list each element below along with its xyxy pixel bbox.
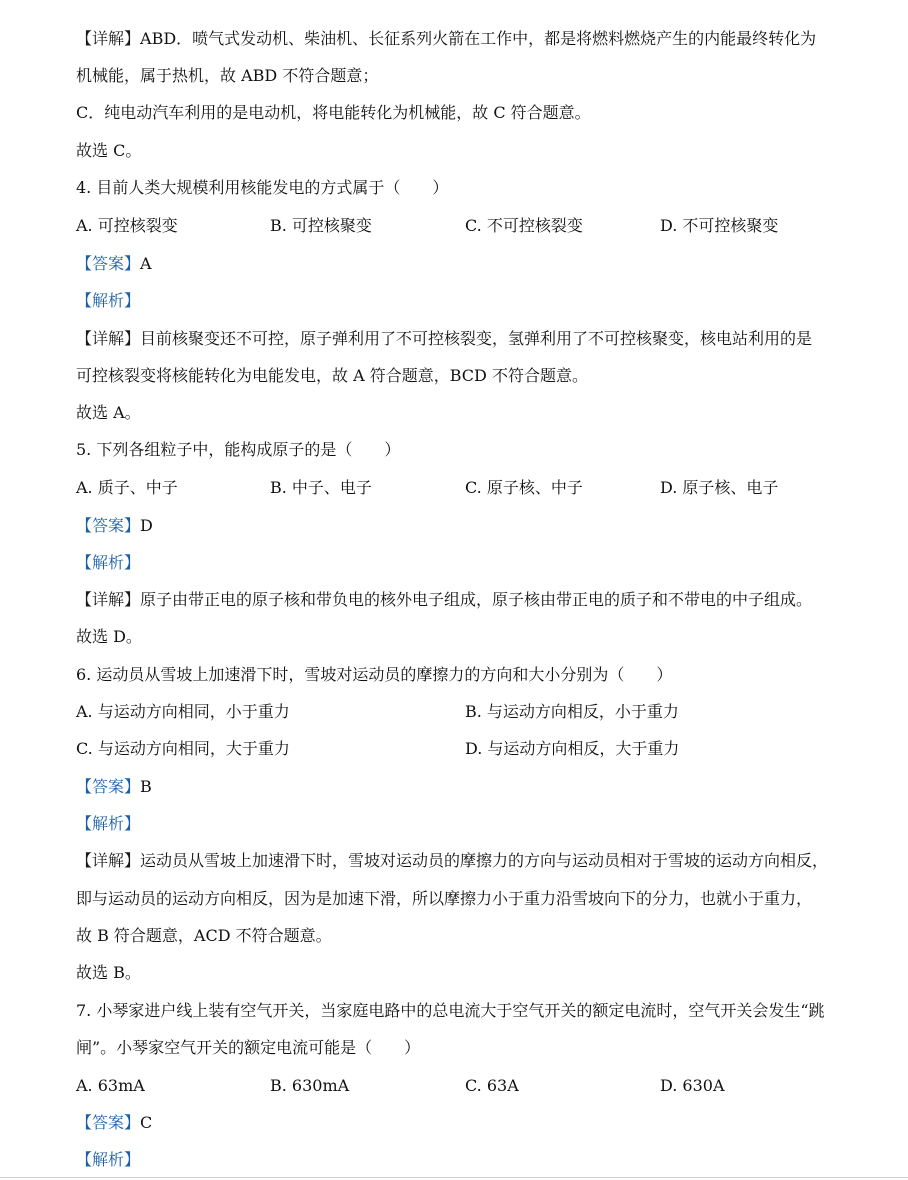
q7-stem-line-1: 7. 小琴家进户线上装有空气开关，当家庭电路中的总电流大于空气开关的额定电流时，空气开关会发生“跳 <box>76 1001 825 1020</box>
q5-explain-line-1 <box>76 589 858 611</box>
q4-explain-line-1 <box>76 328 858 350</box>
q5-option-d: D. 原子核、电子 <box>660 478 779 497</box>
q6-explain-line-1 <box>76 850 858 872</box>
q6-answer-tag: 【答案】 <box>76 777 141 796</box>
q6-explain-text-1: 运动员从雪坡上加速滑下时，雪坡对运动员的摩擦力的方向与运动员相对于雪坡的运动方向相反， <box>140 851 829 870</box>
q4-option-a: A. 可控核裂变 <box>76 216 178 235</box>
q5-analysis <box>76 552 858 574</box>
q5-explain-text-1: 原子由带正电的原子核和带负电的核外电子组成，原子核由带正电的质子和不带电的中子组成。 <box>140 590 813 609</box>
prev-explain-tag: 【详解】 <box>76 29 141 48</box>
q6-option-b: B. 与运动方向相反，小于重力 <box>465 702 679 721</box>
q6-option-d: D. 与运动方向相反，大于重力 <box>465 739 680 758</box>
q4-option-b: B. 可控核聚变 <box>270 216 372 235</box>
q4-explain-line-2: 可控核裂变将核能转化为电能发电，故 A 符合题意，BCD 不符合题意。 <box>76 366 588 385</box>
q5-answer-tag: 【答案】 <box>76 516 141 535</box>
prev-explain-line-2: 机械能，属于热机，故 ABD 不符合题意； <box>76 66 379 85</box>
q6-choose: 故选 B。 <box>76 963 141 982</box>
q6-analysis-tag: 【解析】 <box>76 814 141 833</box>
q6-option-c: C. 与运动方向相同，大于重力 <box>76 739 290 758</box>
q4-answer <box>76 253 858 275</box>
q5-choose: 故选 D。 <box>76 627 142 646</box>
prev-explain-line-3: C．纯电动汽车利用的是电动机，将电能转化为机械能，故 C 符合题意。 <box>76 103 591 122</box>
q4-option-d: D. 不可控核聚变 <box>660 216 779 235</box>
q5-option-b: B. 中子、电子 <box>270 478 372 497</box>
q6-explain-line-3: 故 B 符合题意，ACD 不符合题意。 <box>76 926 332 945</box>
q7-option-a: A. 63mA <box>76 1076 145 1095</box>
q6-explain-line-2: 即与运动员的运动方向相反，因为是加速下滑，所以摩擦力小于重力沿雪坡向下的分力，也就小于重力， <box>76 889 813 908</box>
q6-explain-tag: 【详解】 <box>76 851 141 870</box>
q4-answer-value: A <box>140 254 152 273</box>
q7-option-c: C. 63A <box>465 1076 519 1095</box>
q7-answer <box>76 1112 858 1134</box>
q5-analysis-tag: 【解析】 <box>76 553 141 572</box>
q7-stem-line-2: 闸”。小琴家空气开关的额定电流可能是（ ） <box>76 1038 421 1057</box>
q6-option-a: A. 与运动方向相同，小于重力 <box>76 702 290 721</box>
prev-explain-line-1 <box>76 28 858 50</box>
page-bottom-divider <box>0 1177 908 1178</box>
q7-analysis <box>76 1149 858 1171</box>
q4-option-c: C. 不可控核裂变 <box>465 216 583 235</box>
q7-option-d: D. 630A <box>660 1076 725 1095</box>
q5-answer-value: D <box>140 516 153 535</box>
q7-option-b: B. 630mA <box>270 1076 350 1095</box>
q4-answer-tag: 【答案】 <box>76 254 141 273</box>
q5-explain-tag: 【详解】 <box>76 590 141 609</box>
q5-option-a: A. 质子、中子 <box>76 478 178 497</box>
q6-stem: 6. 运动员从雪坡上加速滑下时，雪坡对运动员的摩擦力的方向和大小分别为（ ） <box>76 665 673 684</box>
q4-analysis-tag: 【解析】 <box>76 291 141 310</box>
q7-answer-value: C <box>140 1113 153 1132</box>
q6-answer <box>76 776 858 798</box>
q4-analysis <box>76 290 858 312</box>
q4-explain-text-1: 目前核聚变还不可控，原子弹利用了不可控核裂变，氢弹利用了不可控核聚变，核电站利用的是 <box>140 329 813 348</box>
q4-explain-tag: 【详解】 <box>76 329 141 348</box>
q6-answer-value: B <box>140 777 152 796</box>
prev-choose: 故选 C。 <box>76 141 142 160</box>
q5-option-c: C. 原子核、中子 <box>465 478 583 497</box>
prev-explain-text-1: ABD．喷气式发动机、柴油机、长征系列火箭在工作中，都是将燃料燃烧产生的内能最终转化为 <box>140 29 817 48</box>
q4-stem: 4. 目前人类大规模利用核能发电的方式属于（ ） <box>76 178 449 197</box>
q7-analysis-tag: 【解析】 <box>76 1150 141 1169</box>
q5-stem: 5. 下列各组粒子中，能构成原子的是（ ） <box>76 440 401 459</box>
q4-choose: 故选 A。 <box>76 403 141 422</box>
q5-answer <box>76 515 858 537</box>
q6-analysis <box>76 813 858 835</box>
q7-answer-tag: 【答案】 <box>76 1113 141 1132</box>
